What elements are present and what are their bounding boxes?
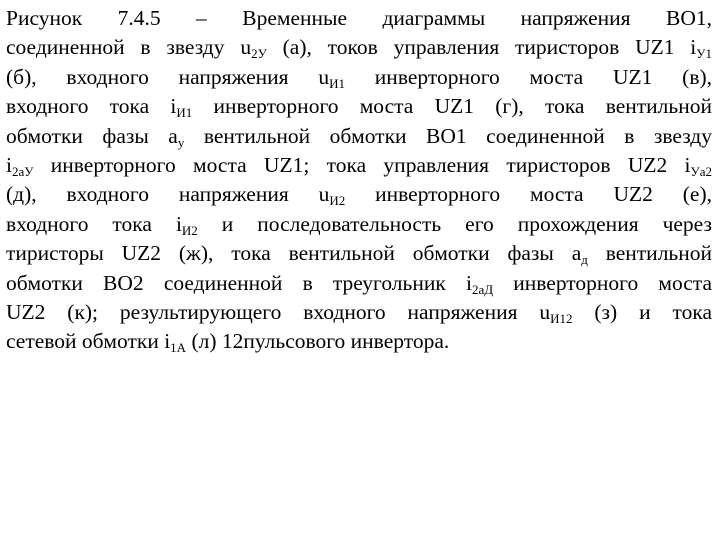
caption-line-9 [6, 239, 712, 268]
caption-text: инверторного моста UZ1 (г), тока вентильной [192, 94, 712, 119]
caption-text: UZ2 (к); результирующего входного напряжения u [6, 300, 551, 325]
caption-text: i [6, 153, 12, 178]
caption-text: обмотки фазы а [6, 123, 178, 148]
caption-text: вентильной обмотки ВО1 соединенной в звезду [184, 123, 712, 148]
subscript: у [177, 134, 185, 150]
subscript: д [581, 252, 588, 268]
subscript: 2аУ [11, 164, 34, 180]
caption-text: (з) и тока [572, 300, 712, 325]
subscript: Уа2 [690, 164, 712, 180]
caption-text: входного тока i [6, 211, 182, 236]
subscript: 2У [251, 46, 267, 62]
caption-text: инверторного моста UZ1; тока управления тиристоров UZ2 i [33, 153, 691, 178]
caption-text: входного тока i [6, 94, 177, 119]
caption-line-5 [6, 122, 712, 151]
caption-line-10 [6, 269, 712, 298]
subscript: И1 [176, 105, 193, 121]
figure-caption [6, 4, 712, 357]
subscript: 2аД [471, 281, 494, 297]
caption-text: (л) 12пульсового инвертора. [186, 329, 450, 354]
caption-line-7 [6, 180, 712, 209]
subscript: 1А [170, 340, 187, 356]
subscript: У1 [696, 46, 712, 62]
caption-text: (д), входного напряжения u [6, 182, 330, 207]
caption-text: вентильной [587, 241, 712, 266]
caption-line-1 [6, 4, 712, 33]
subscript: И1 [329, 75, 346, 91]
caption-text: Рисунок 7.4.5 – Временные диаграммы напряжения ВО1, [6, 6, 712, 30]
subscript: И2 [329, 193, 346, 209]
caption-line-8 [6, 210, 712, 239]
caption-text: (б), входного напряжения u [6, 64, 330, 89]
caption-line-4 [6, 92, 712, 121]
caption-line-3 [6, 63, 712, 92]
caption-text: сетевой обмотки i [6, 329, 171, 354]
caption-line-6 [6, 151, 712, 180]
caption-text: (а), токов управления тиристоров UZ1 i [266, 35, 697, 60]
caption-text: и последовательность его прохождения через [197, 211, 712, 236]
subscript: И12 [550, 311, 573, 327]
caption-text: обмотки ВО2 соединенной в треугольник i [6, 270, 472, 295]
caption-text: инверторного моста UZ1 (в), [345, 64, 713, 89]
caption-line-11 [6, 298, 712, 327]
caption-text: инверторного моста [493, 270, 712, 295]
caption-text: тиристоры UZ2 (ж), тока вентильной обмотки фазы а [6, 241, 582, 266]
caption-text: соединенной в звезду u [6, 35, 252, 60]
subscript: И2 [181, 222, 198, 238]
caption-text: инверторного моста UZ2 (е), [345, 182, 712, 207]
caption-line-2 [6, 33, 712, 62]
caption-line-12 [6, 327, 712, 356]
